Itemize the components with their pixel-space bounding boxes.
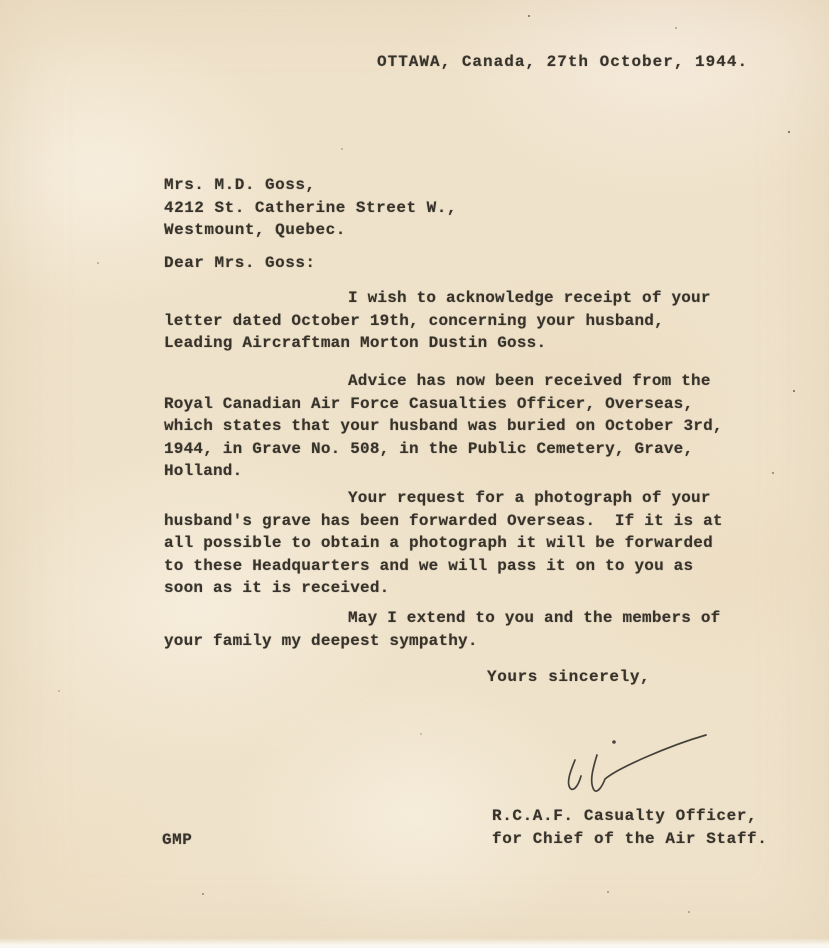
closing: Yours sincerely, — [487, 668, 651, 686]
bottom-scan-edge — [0, 938, 829, 948]
dust-specks — [0, 0, 2, 2]
body-line: Advice has now been received from the — [348, 372, 711, 390]
paragraph-1 — [164, 287, 711, 355]
body-line: which states that your husband was buried on October 3rd, — [164, 417, 723, 435]
body-line: I wish to acknowledge receipt of your — [348, 289, 711, 307]
body-line: all possible to obtain a photograph it will be forwarded — [164, 534, 713, 552]
body-line: May I extend to you and the members of — [348, 609, 721, 627]
recipient-line: 4212 St. Catherine Street W., — [164, 198, 457, 217]
recipient-line: Mrs. M.D. Goss, — [164, 176, 316, 194]
body-line: Leading Aircraftman Morton Dustin Goss. — [164, 334, 547, 352]
salutation: Dear Mrs. Goss: — [164, 254, 316, 272]
body-line: Your request for a photograph of your — [348, 489, 711, 507]
paragraph-3 — [164, 487, 723, 600]
recipient-line: Westmount, Quebec. — [164, 221, 346, 239]
body-line: 1944, in Grave No. 508, in the Public Cemetery, Grave, — [164, 439, 694, 458]
body-line: soon as it is received. — [164, 579, 390, 597]
body-line: Royal Canadian Air Force Casualties Officer, Overseas, — [164, 394, 694, 413]
body-line: your family my deepest sympathy. — [164, 631, 478, 650]
body-line: to these Headquarters and we will pass it on to you as — [164, 556, 694, 575]
signoff-line: R.C.A.F. Casualty Officer, — [492, 807, 758, 825]
body-line: husband's grave has been forwarded Overseas. If it is at — [164, 511, 723, 530]
typist-initials: GMP — [162, 831, 193, 849]
body-line: Holland. — [164, 462, 243, 480]
signoff-line: for Chief of the Air Staff. — [492, 830, 768, 848]
dateline: OTTAWA, Canada, 27th October, 1944. — [377, 53, 749, 71]
signature-mark — [548, 730, 718, 804]
paragraph-4 — [164, 607, 720, 652]
paragraph-2 — [164, 370, 723, 483]
recipient-address — [164, 174, 457, 242]
signoff-block — [492, 805, 767, 851]
body-line: letter dated October 19th, concerning your husband, — [164, 311, 664, 330]
